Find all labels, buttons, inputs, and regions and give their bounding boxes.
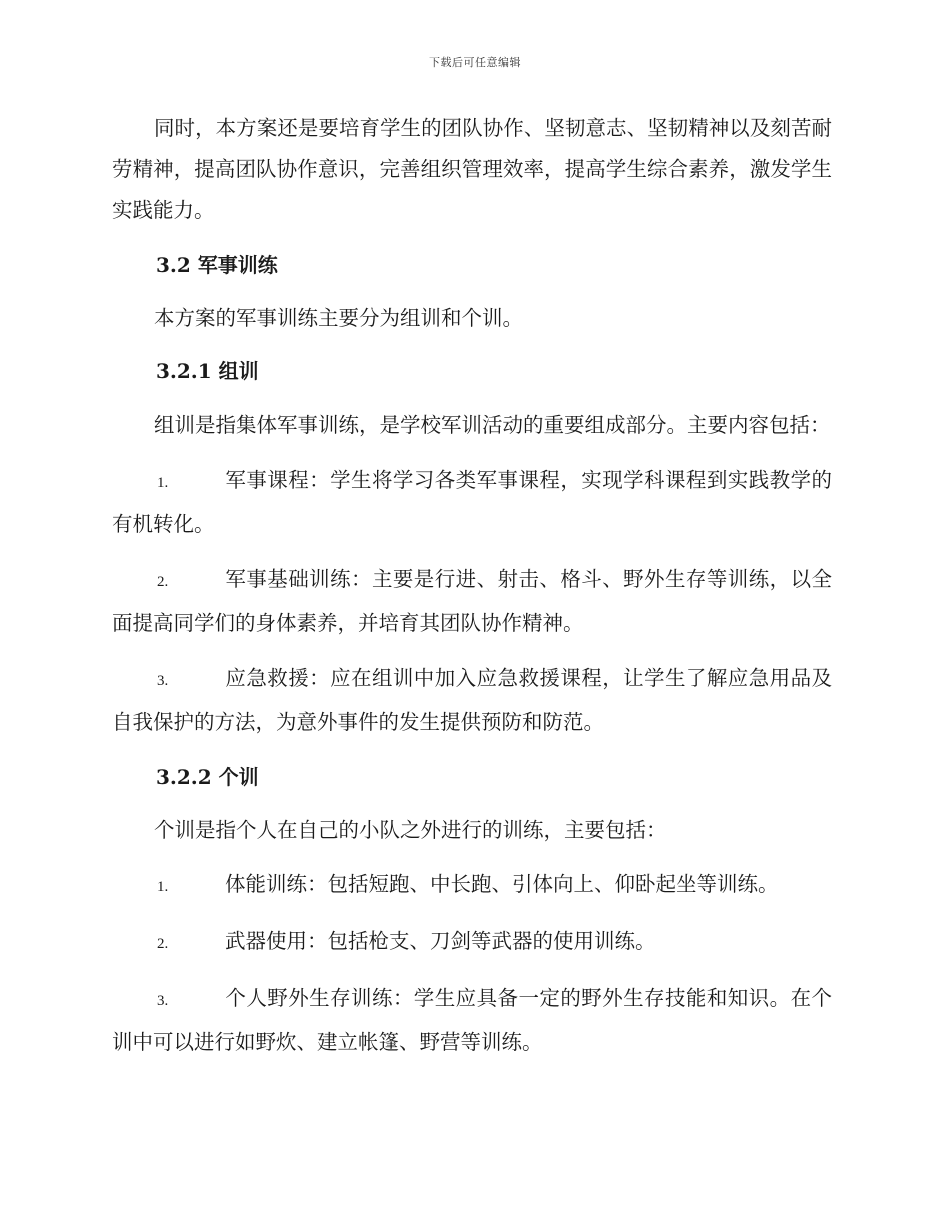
section-3-2-2-paragraph: 个训是指个人在自己的小队之外进行的训练，主要包括： — [154, 818, 667, 842]
document-body — [112, 108, 832, 1063]
list-item-number: 1. — [157, 475, 169, 491]
intro-paragraph: 同时，本方案还是要培育学生的团队协作、坚韧意志、坚韧精神以及刻苦耐劳精神，提高团队协作意识，完善组织管理效率，提高学生综合素养，激发学生实践能力。 — [112, 116, 832, 222]
list-item-number: 2. — [157, 574, 169, 590]
list-item — [112, 460, 832, 545]
list-item-text: 军事基础训练：主要是行进、射击、格斗、野外生存等训练，以全面提高同学们的身体素养，并培育其团队协作精神。 — [112, 567, 832, 635]
list-item — [112, 864, 832, 908]
list-item-text: 军事课程：学生将学习各类军事课程，实现学科课程到实践教学的有机转化。 — [112, 468, 832, 536]
list-item — [112, 978, 832, 1063]
section-heading-3-2-1: 3.2.1 组训 — [156, 359, 259, 383]
page-header: 下载后可任意编辑 — [429, 56, 521, 69]
list-item-number: 1. — [157, 879, 169, 895]
list-item-text: 武器使用：包括枪支、刀剑等武器的使用训练。 — [225, 929, 656, 953]
list-item-text: 应急救援：应在组训中加入应急救援课程，让学生了解应急用品及自我保护的方法，为意外事件的发生提供预防和防范。 — [112, 666, 832, 734]
section-3-2-1-paragraph: 组训是指集体军事训练，是学校军训活动的重要组成部分。主要内容包括： — [154, 413, 831, 437]
list-item-number: 3. — [157, 673, 169, 689]
list-item-number: 3. — [157, 993, 169, 1009]
section-heading-3-2-2: 3.2.2 个训 — [156, 765, 259, 789]
list-item-text: 个人野外生存训练：学生应具备一定的野外生存技能和知识。在个训中可以进行如野炊、建立帐篷、野营等训练。 — [112, 986, 832, 1054]
list-item — [112, 921, 832, 965]
section-heading-3-2: 3.2 军事训练 — [156, 253, 278, 277]
section-3-2-paragraph: 本方案的军事训练主要分为组训和个训。 — [154, 306, 523, 330]
list-item-text: 体能训练：包括短跑、中长跑、引体向上、仰卧起坐等训练。 — [225, 872, 779, 896]
list-item-number: 2. — [157, 936, 169, 952]
list-item — [112, 559, 832, 644]
list-item — [112, 658, 832, 743]
